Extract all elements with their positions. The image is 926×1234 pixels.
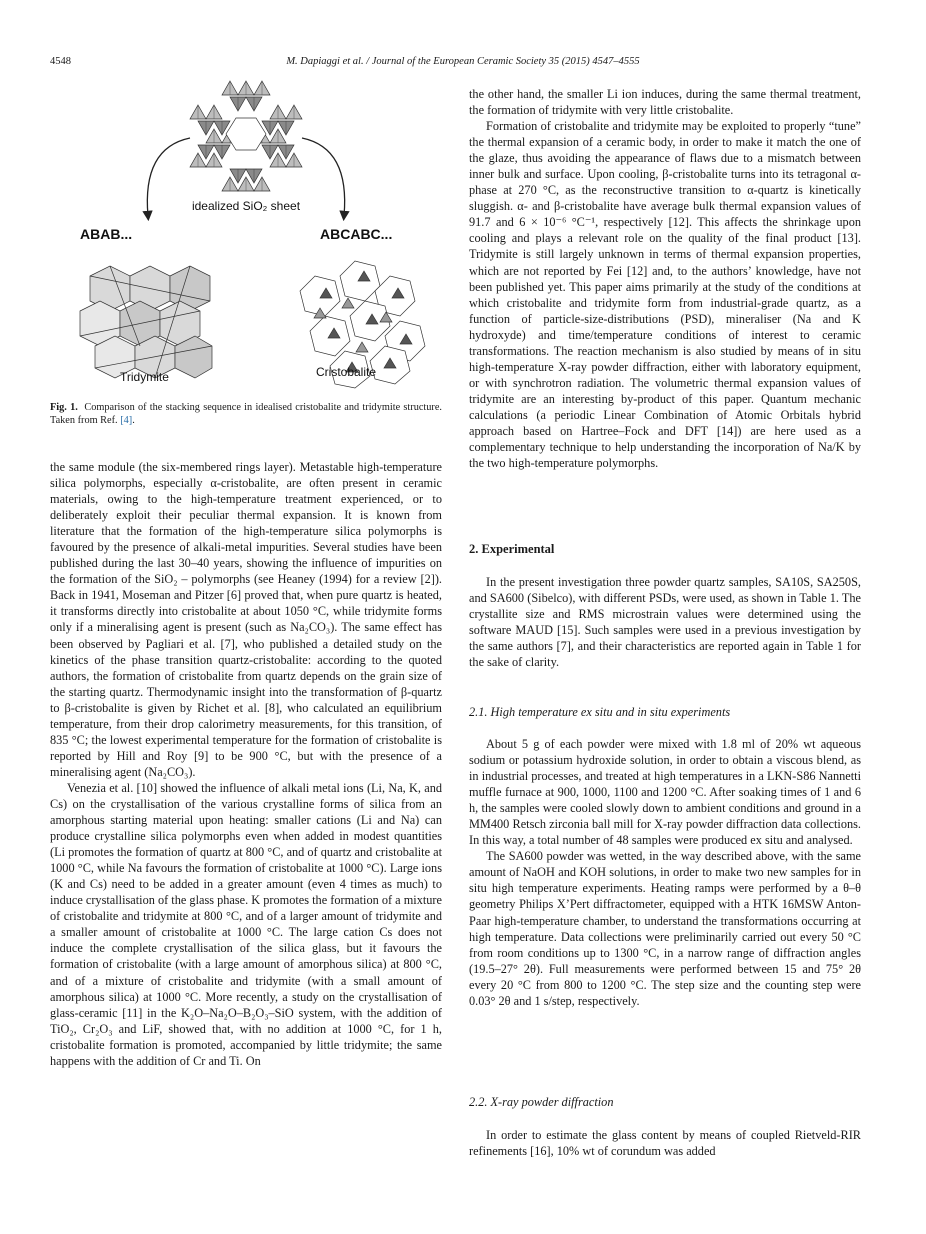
right-paragraph-4: About 5 g of each powder were mixed with 1.8 ml of 20% wt aqueous sodium or potassium hydroxide solution, in order to obtain a viscous blend, as in industrial processes, and treated at high temperatures in a LKN-S86 Nannetti muffle furnace at 900, 1000, 1100 and 1200 °C. After soaking times of 1 and 6 h, the samples were cooled slowly down to ambient conditions and ground in a MM400 Retsch zirconia ball mill for X-ray powder diffraction data collections. In this way, a total number of 48 samples were produced ex situ and analysed. — [469, 737, 861, 848]
figure-caption — [50, 401, 442, 427]
right-paragraph-2: Formation of cristobalite and tridymite may be exploited to properly “tune” the thermal expansion of a ceramic body, in order to make it match the one of the glaze, thus avoiding the appearance of flaws due to a mismatch between inner bulk and surface. Upon cooling, β-cristobalite turns into its tetragonal α-phase at 270 °C, as the reconstructive transition to α-quartz is kinetically sluggish. α- and β-cristobalite have average bulk thermal expansion values of 91.7 and 6 × 10⁻⁶ °C⁻¹, respectively [12]. This affects the shrinkage upon cooling and plays a relevant role on the quality of the final product [13]. Tridymite is still largely unknown in terms of thermal expansion properties, which are not reported by Fei [12] and, to the authors’ knowledge, have not been published yet. This paper aims primarily at the study of the conditions at which cristobalite and tridymite form from industrial-grade quartz, as a function of particle-size-distributions (PSD), mineraliser (Na and K hydroxyde) and time/temperature conditions of interest to ceramic transformations. The reaction mechanism is also studied by means of in situ high-temperature X-ray powder diffraction, either with laboratory equipment, or with synchrotron radiation. The volumetric thermal expansion values of tridymite are an interesting by-product of this paper. Quantum mechanic calculations (a periodic Linear Combination of Atomic Orbitals hybrid approach based on Hartree–Fock and DFT [14]) are here used as a complementary technique to help understanding the incorporation of Na/K by the two high-temperature polymorphs. — [469, 119, 861, 471]
tridymite-structure — [80, 266, 212, 378]
figure-1 — [50, 76, 442, 392]
section-2-2-heading: 2.2. X-ray powder diffraction — [469, 1095, 614, 1109]
right-paragraph-1: the other hand, the smaller Li ion induces, during the same thermal treatment, the formation of tridymite with very little cristobalite. — [469, 87, 861, 118]
caption-end: . — [132, 415, 135, 426]
left-arrow — [147, 138, 190, 216]
right-paragraph-5: The SA600 powder was wetted, in the way described above, with the same amount of NaOH and KOH solutions, in order to make two new samples for in situ high temperature experiments. Heating ramps were performed by a θ–θ geometry Philips X’Pert diffractometer, equipped with a HTK 16MSW Anton-Paar high-temperature chamber, to understand the transformations occurring at high temperature. Data collections were preliminarily carried out every 50 °C from room conditions up to 1300 °C, in a narrow range of diffraction angles (19.5–27° 2θ). Full measurements were performed between 15 and 75° 2θ every 20 °C from 800 to 1200 °C. The step size and the counting step were 0.03° 2θ and 1 s/step, respectively. — [469, 849, 861, 1008]
caption-text: Comparison of the stacking sequence in idealised cristobalite and tridymite structure. Taken from Ref. — [50, 402, 443, 426]
right-arrow — [302, 138, 345, 216]
tridymite-label: Tridymite — [120, 370, 169, 384]
right-paragraph-6: In order to estimate the glass content by means of coupled Rietveld-RIR refinements [16], 10% wt of corundum was added — [469, 1128, 861, 1159]
left-paragraph-2: Venezia et al. [10] showed the influence of alkali metal ions (Li, Na, K, and Cs) on the crystallisation of the various crystalline forms of silica from an amorphous starting material upon heating: smaller cations (Li and Na) can produce crystalline silica polymorphs even when added in modest quantities (Li promotes the formation of quartz at 800 °C, and of quartz and cristobalite at 1000 °C, while Na favours the formation of cristobalite at 1000 °C). Large ions (K and Cs) need to be added in a greater amount (even 4 times as much) to induce crystallisation of the glass phase. K promotes the formation of a mixture of cristobalite and tridymite at 800 °C, and of a larger amount of tridymite and a smaller amount of cristobalite at 1000 °C. The large cation Cs does not induce the complete crystallisation of the silica glass, but it favours the formation of cristobalite (with a large amount of amorphous silica) at 800 °C, and of a mixture of cristobalite and tridymite (with a small amount of amorphous silica) at 1000 °C. More recently, a study on the crystallisation of glass-ceramic [11] in the K₂O–Na₂O–B₂O₃–SiO system, with the addition of TiO₂, Cr₂O₃ and LiF, showed that, with no addition at 1000 °C, for 1 h, cristobalite formation is promoted, accompanied by little tridymite; the same happens with the addition of Cr and Ti. On — [50, 780, 442, 1068]
caption-ref-link[interactable]: [4] — [120, 415, 133, 426]
running-header: M. Dapiaggi et al. / Journal of the European Ceramic Society 35 (2015) 4547–4555 — [286, 56, 640, 67]
sio2-sheet-drawing — [190, 81, 302, 191]
tridymite-sequence: ABAB... — [80, 226, 133, 242]
left-paragraph-1: the same module (the six-membered rings layer). Metastable high-temperature silica polymorphs, especially α-cristobalite, are often present in ceramic materials, owing to the high-temperature treatment experienced, or to deliberately exploit their peculiar thermal expansion. It is known from literature that the formation of the high-temperature silica polymorphs is favoured by the presence of alkali-metal impurities. Several studies have been published during the last 30–40 years, showing the influence of impurities on the formation of the SiO₂ – polymorphs (see Heaney (1994) for a review [2]). Back in 1941, Moseman and Pitzer [6] proved that, when pure quartz is heated, it transforms directly into cristobalite at about 1050 °C, while tridymite forms only if a mineralising agent is present (such as Na₂CO₃). The same effect has been observed by Pagliari et al. [7], who published a detailed study on the kinetics of the phase transition quartz-cristobalite: according to the quoted authors, the formation of cristobalite from quartz depends on the grain size of the starting quartz. Thermodynamic insight into the transformation of β-quartz to β-cristobalite is given by Richet et al. [8], who calculated an equilibrium temperature, from their drop calorimetry measurements, for this transition, of 835 °C; the lowest experimental temperature for the formation of cristobalite is reported by Hill and Roy [9] to be 900 °C, but with the presence of a mineralising agent (Na₂CO₃). — [50, 460, 442, 779]
section-2-1-heading: 2.1. High temperature ex situ and in situ experiments — [469, 705, 731, 719]
right-paragraph-3: In the present investigation three powder quartz samples, SA10S, SA250S, and SA600 (Sibelco), with different PSDs, were used, as shown in Table 1. The crystallite size and RMS microstrain values were determined using the software MAUD [15]. Such samples were used in a previous investigation by the same authors [7], and their characteristics are reported again in Table 1 for the sake of clarity. — [469, 575, 861, 670]
section-2-heading: 2. Experimental — [469, 542, 555, 556]
sheet-label: idealized SiO₂ sheet — [191, 199, 301, 213]
page-number: 4548 — [50, 56, 71, 67]
figure-label: Fig. 1. — [50, 402, 78, 413]
cristobalite-sequence: ABCABC... — [320, 226, 393, 242]
cristobalite-label: Cristobalite — [316, 365, 377, 379]
